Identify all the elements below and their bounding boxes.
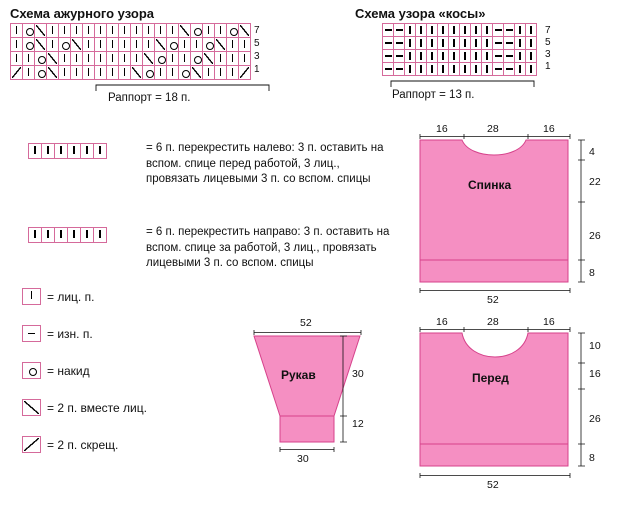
cable-left-description: = 6 п. перекрестить налево: 3 п. оставить на вспом. спице перед работой, 3 лиц., провязать лицевыми 3 п. со вспом. спицы — [146, 142, 384, 185]
cable-chart-grid — [382, 23, 537, 76]
legend-label: = 2 п. скрещ. — [47, 437, 119, 452]
cable-right-description: = 6 п. перекрестить направо: 3 п. оставить на вспом. спице за работой, 3 лиц., провязать лицевыми 3 п. со вспом. спицы — [146, 226, 390, 269]
back-top-dim-1: 16 — [436, 123, 448, 135]
front-right-dim-1: 10 — [589, 340, 601, 352]
front-right-dim-2: 16 — [589, 368, 601, 380]
front-right-dim-lines — [578, 331, 586, 473]
back-right-dim-1: 4 — [589, 146, 595, 158]
cable-right-symbol — [28, 227, 107, 243]
front-piece-schematic — [418, 331, 578, 481]
back-piece-label: Спинка — [468, 178, 512, 192]
knit-two-together-icon — [22, 399, 41, 416]
legend-item-yarnover — [22, 362, 90, 379]
back-right-dim-lines — [578, 138, 586, 288]
row-number: 1 — [254, 64, 260, 75]
legend-item-knit — [22, 288, 94, 305]
back-right-dim-2: 22 — [589, 176, 601, 188]
row-number: 7 — [545, 25, 551, 36]
back-right-dim-4: 8 — [589, 267, 595, 279]
table-row — [383, 24, 537, 37]
row-number: 3 — [545, 49, 551, 60]
sleeve-right-dim-lines — [340, 334, 348, 449]
front-piece-shape — [418, 331, 578, 481]
legend-label: = 2 п. вместе лиц. — [47, 400, 147, 415]
front-top-dim-2: 28 — [487, 316, 499, 328]
table-row — [29, 144, 107, 159]
cable-grid-table — [382, 23, 537, 76]
cable-rapport-caption: Раппорт = 13 п. — [392, 89, 475, 101]
lace-row-numbers — [254, 24, 260, 76]
table-row — [383, 50, 537, 63]
back-top-dim-3: 16 — [543, 123, 555, 135]
legend-label: = накид — [47, 363, 90, 378]
lace-chart-title: Схема ажурного узора — [10, 6, 154, 21]
front-top-dim-lines — [418, 326, 573, 334]
back-right-dim-3: 26 — [589, 230, 601, 242]
back-top-dim-2: 28 — [487, 123, 499, 135]
legend-label: = лиц. п. — [47, 289, 95, 304]
front-top-dim-1: 16 — [436, 316, 448, 328]
table-row — [383, 63, 537, 76]
front-top-dim-3: 16 — [543, 316, 555, 328]
front-right-dim-3: 26 — [589, 413, 601, 425]
cable-rapport-bracket — [390, 80, 535, 88]
knit-stitch-icon — [22, 288, 41, 305]
sleeve-right-dim-1: 30 — [352, 368, 364, 380]
legend-label: = изн. п. — [47, 326, 93, 341]
back-top-dim-lines — [418, 133, 573, 141]
row-number: 5 — [254, 38, 260, 49]
row-number: 3 — [254, 51, 260, 62]
sleeve-label: Рукав — [281, 368, 316, 382]
lace-chart-grid — [10, 23, 251, 80]
table-row — [11, 52, 251, 66]
table-row — [11, 38, 251, 52]
row-number: 1 — [545, 61, 551, 72]
yarn-over-icon — [22, 362, 41, 379]
front-right-dim-4: 8 — [589, 452, 595, 464]
legend-item-k2tog — [22, 399, 147, 416]
row-number: 7 — [254, 25, 260, 36]
table-row — [29, 228, 107, 243]
back-bottom-dim: 52 — [487, 294, 499, 306]
sleeve-top-dim: 52 — [300, 317, 312, 329]
legend-item-purl — [22, 325, 93, 342]
purl-stitch-icon — [22, 325, 41, 342]
front-piece-label: Перед — [472, 371, 509, 385]
twisted-stitch-icon — [22, 436, 41, 453]
cable-row-numbers — [545, 24, 551, 72]
table-row — [11, 66, 251, 80]
row-number: 5 — [545, 37, 551, 48]
back-piece-schematic — [418, 138, 578, 298]
lace-rapport-bracket — [95, 84, 270, 85]
sleeve-bottom-dim: 30 — [297, 453, 309, 465]
sleeve-right-dim-2: 12 — [352, 418, 364, 430]
cable-chart-title: Схема узора «косы» — [355, 6, 486, 21]
back-piece-shape — [418, 138, 578, 298]
lace-grid-table — [10, 23, 251, 80]
lace-rapport-caption: Раппорт = 18 п. — [108, 92, 191, 104]
table-row — [383, 37, 537, 50]
legend-item-twisted — [22, 436, 118, 453]
cable-left-symbol — [28, 143, 107, 159]
front-bottom-dim: 52 — [487, 479, 499, 491]
table-row — [11, 24, 251, 38]
